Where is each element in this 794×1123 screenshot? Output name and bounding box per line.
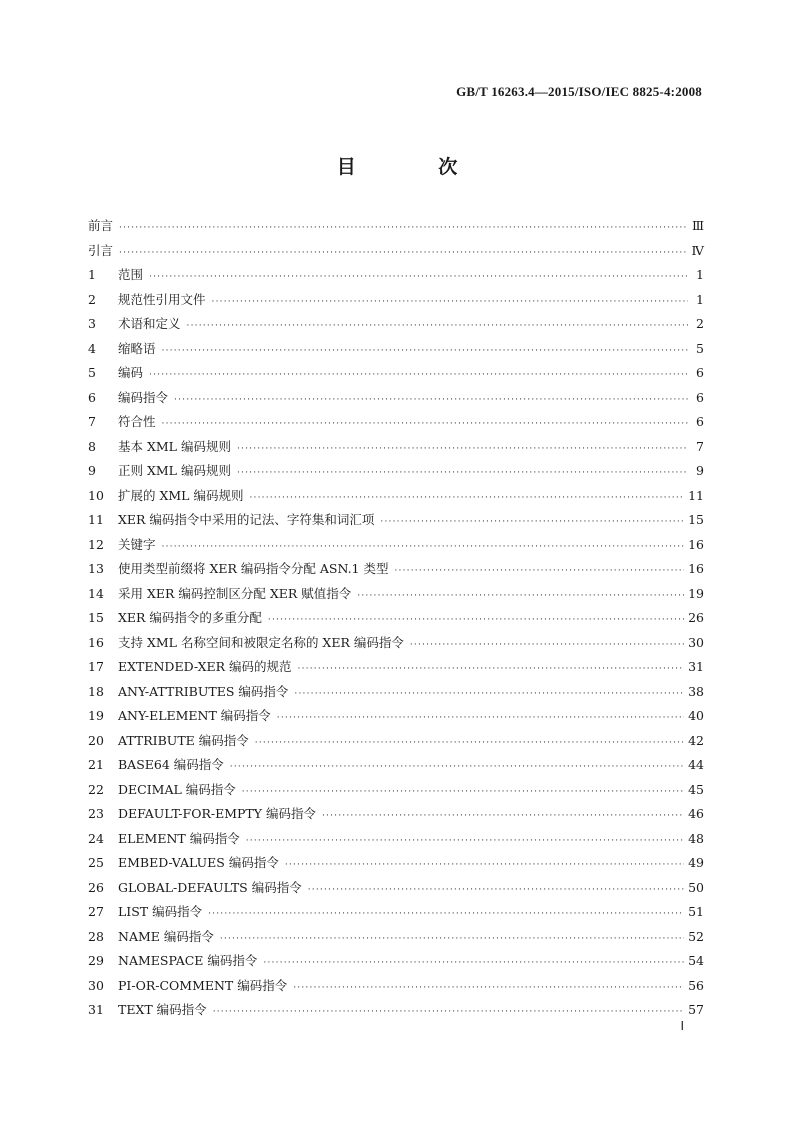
toc-entry-number: 17 (88, 659, 104, 674)
toc-entry-title: 采用 XER 编码控制区分配 XER 赋值指令 (118, 585, 352, 601)
toc-entry[interactable] (88, 634, 704, 659)
page-title: 目 次 (336, 156, 496, 178)
toc-dot-leader (162, 342, 688, 360)
toc-entry[interactable] (88, 242, 704, 267)
toc-entry[interactable] (88, 609, 704, 634)
toc-entry-page: 15 (688, 512, 704, 527)
toc-entry[interactable] (88, 928, 704, 953)
toc-entry[interactable] (88, 462, 704, 487)
toc-entry-number: 26 (88, 879, 104, 895)
toc-entry[interactable] (88, 903, 704, 928)
toc-entry-title: ATTRIBUTE 编码指令 (118, 732, 249, 748)
toc-dot-leader (119, 244, 687, 262)
toc-entry-page: Ⅲ (691, 218, 704, 233)
toc-dot-leader (268, 611, 684, 629)
toc-entry-number: 8 (88, 438, 96, 454)
toc-entry-page: 56 (688, 977, 704, 993)
toc-entry-page: 31 (688, 659, 704, 674)
page-number: Ⅰ (680, 1019, 684, 1033)
toc-entry-number: 10 (88, 487, 104, 503)
toc-entry-title: NAME 编码指令 (118, 928, 214, 944)
toc-dot-leader (213, 1003, 684, 1021)
toc-dot-leader (242, 783, 684, 801)
toc-entry-number: 1 (88, 267, 96, 282)
toc-entry-title: LIST 编码指令 (118, 904, 203, 919)
toc-entry[interactable] (88, 830, 704, 855)
toc-dot-leader (162, 415, 688, 433)
toc-dot-leader (249, 489, 684, 507)
toc-entry-page: Ⅳ (691, 242, 704, 258)
toc-entry-page: 30 (688, 634, 704, 650)
toc-entry-number: 20 (88, 732, 104, 748)
toc-entry-page: 11 (688, 487, 704, 503)
toc-entry[interactable] (88, 413, 704, 438)
toc-entry[interactable] (88, 854, 704, 879)
toc-entry-title: EXTENDED-XER 编码的规范 (118, 659, 292, 674)
toc-entry[interactable] (88, 658, 704, 683)
toc-entry-page: 54 (688, 953, 704, 968)
toc-dot-leader (187, 317, 688, 335)
toc-dot-leader (255, 734, 684, 752)
toc-entry-title: TEXT 编码指令 (118, 1002, 207, 1017)
toc-entry-number: 18 (88, 683, 104, 699)
toc-entry[interactable] (88, 315, 704, 340)
toc-entry-page: 19 (688, 585, 704, 601)
toc-entry-number: 25 (88, 855, 104, 870)
toc-dot-leader (174, 391, 688, 409)
toc-entry-title: 前言 (88, 218, 114, 233)
toc-dot-leader (410, 636, 684, 654)
toc-entry-title: 基本 XML 编码规则 (118, 438, 231, 454)
toc-entry-page: 9 (696, 463, 704, 478)
toc-entry-page: 1 (696, 291, 704, 307)
toc-entry-number: 7 (88, 414, 96, 429)
toc-dot-leader (246, 832, 684, 850)
toc-entry-number: 13 (88, 561, 104, 576)
toc-entry-number: 22 (88, 781, 104, 797)
toc-entry-number: 21 (88, 757, 104, 772)
toc-entry-title: 使用类型前缀将 XER 编码指令分配 ASN.1 类型 (118, 561, 389, 576)
toc-entry[interactable] (88, 511, 704, 536)
toc-entry-page: 49 (688, 855, 704, 870)
toc-entry[interactable] (88, 487, 704, 512)
toc-entry-number: 30 (88, 977, 104, 993)
toc-entry-title: GLOBAL-DEFAULTS 编码指令 (118, 879, 302, 895)
toc-entry-title: 编码指令 (118, 389, 169, 405)
toc-entry[interactable] (88, 952, 704, 977)
toc-entry-page: 48 (688, 830, 704, 846)
toc-entry-page: 51 (688, 904, 704, 919)
toc-dot-leader (220, 930, 684, 948)
toc-dot-leader (380, 513, 684, 531)
toc-dot-leader (294, 685, 684, 703)
toc-entry-page: 57 (688, 1002, 704, 1017)
toc-entry-number: 5 (88, 365, 96, 380)
toc-entry[interactable] (88, 977, 704, 1002)
toc-entry[interactable] (88, 707, 704, 732)
toc-entry-title: 术语和定义 (118, 316, 181, 331)
toc-entry[interactable] (88, 291, 704, 316)
toc-dot-leader (162, 538, 685, 556)
toc-dot-leader (263, 954, 684, 972)
toc-entry-number: 6 (88, 389, 96, 405)
toc-entry-title: ELEMENT 编码指令 (118, 830, 240, 846)
toc-entry-title: DECIMAL 编码指令 (118, 781, 236, 797)
toc-entry[interactable] (88, 364, 704, 389)
toc-dot-leader (237, 440, 688, 458)
toc-entry-title: ANY-ELEMENT 编码指令 (118, 708, 271, 723)
toc-entry-title: XER 编码指令中采用的记法、字符集和词汇项 (118, 512, 375, 527)
toc-entry[interactable] (88, 340, 704, 365)
toc-entry[interactable] (88, 560, 704, 585)
toc-entry-title: 编码 (118, 365, 144, 380)
toc-entry-title: 正则 XML 编码规则 (118, 463, 231, 478)
toc-entry[interactable] (88, 389, 704, 414)
toc-entry-title: 扩展的 XML 编码规则 (118, 487, 244, 503)
toc-entry-title: EMBED-VALUES 编码指令 (118, 855, 279, 870)
toc-entry-page: 40 (688, 708, 704, 723)
toc-entry-number: 23 (88, 806, 104, 821)
toc-entry-number: 14 (88, 585, 104, 601)
toc-entry-page: 2 (696, 316, 704, 331)
toc-entry-title: XER 编码指令的多重分配 (118, 610, 262, 625)
toc-entry-page: 45 (688, 781, 704, 797)
toc-entry[interactable] (88, 266, 704, 291)
toc-dot-leader (149, 366, 688, 384)
toc-entry-number: 3 (88, 316, 96, 331)
toc-entry-page: 50 (688, 879, 704, 895)
toc-entry-number: 12 (88, 536, 104, 552)
toc-entry-number: 27 (88, 904, 104, 919)
toc-entry-title: 缩略语 (118, 340, 156, 356)
toc-dot-leader (230, 758, 684, 776)
toc-dot-leader (322, 807, 684, 825)
toc-entry-number: 15 (88, 610, 104, 625)
standard-identifier: GB/T 16263.4—2015/ISO/IEC 8825-4:2008 (456, 84, 702, 99)
toc-entry[interactable] (88, 805, 704, 830)
toc-entry[interactable] (88, 438, 704, 463)
toc-entry-title: 规范性引用文件 (118, 291, 206, 307)
toc-dot-leader (293, 979, 684, 997)
toc-dot-leader (119, 219, 688, 237)
toc-entry-title: 关键字 (118, 536, 156, 552)
toc-dot-leader (212, 293, 688, 311)
toc-dot-leader (237, 464, 688, 482)
toc-entry-title: 范围 (118, 267, 144, 282)
toc-entry[interactable] (88, 781, 704, 806)
toc-entry[interactable] (88, 683, 704, 708)
toc-entry-page: 16 (688, 536, 704, 552)
toc-entry-page: 26 (688, 610, 704, 625)
toc-entry-title: PI-OR-COMMENT 编码指令 (118, 977, 288, 993)
toc-entry-title: 支持 XML 名称空间和被限定名称的 XER 编码指令 (118, 634, 404, 650)
toc-dot-leader (149, 268, 688, 286)
toc-entry-page: 16 (688, 561, 704, 576)
toc-entry-title: 符合性 (118, 414, 156, 429)
toc-entry-number: 11 (88, 512, 104, 527)
toc-entry-title: DEFAULT-FOR-EMPTY 编码指令 (118, 806, 316, 821)
toc-entry-page: 6 (696, 389, 704, 405)
toc-entry-page: 6 (696, 414, 704, 429)
toc-entry-page: 6 (696, 365, 704, 380)
toc-entry-title: 引言 (88, 242, 114, 258)
toc-entry-page: 38 (688, 683, 704, 699)
toc-entry-title: BASE64 编码指令 (118, 757, 224, 772)
toc-entry-number: 2 (88, 291, 96, 307)
toc-entry[interactable] (88, 756, 704, 781)
toc-entry-number: 9 (88, 463, 96, 478)
toc-dot-leader (394, 562, 684, 580)
toc-entry-page: 42 (688, 732, 704, 748)
toc-dot-leader (308, 881, 684, 899)
table-of-contents (88, 217, 704, 1026)
toc-entry-number: 31 (88, 1002, 104, 1017)
toc-entry-number: 28 (88, 928, 104, 944)
toc-entry-number: 4 (88, 340, 96, 356)
toc-entry-title: NAMESPACE 编码指令 (118, 953, 258, 968)
toc-entry-page: 52 (688, 928, 704, 944)
toc-entry[interactable] (88, 585, 704, 610)
toc-entry[interactable] (88, 732, 704, 757)
toc-entry[interactable] (88, 217, 704, 242)
toc-dot-leader (208, 905, 684, 923)
toc-entry-number: 24 (88, 830, 104, 846)
toc-entry-number: 19 (88, 708, 104, 723)
toc-entry-title: ANY-ATTRIBUTES 编码指令 (118, 683, 289, 699)
toc-entry[interactable] (88, 1001, 704, 1026)
toc-entry-page: 7 (696, 438, 704, 454)
toc-entry-page: 46 (688, 806, 704, 821)
toc-dot-leader (285, 856, 684, 874)
toc-entry-number: 16 (88, 634, 104, 650)
toc-entry-page: 1 (696, 267, 704, 282)
toc-dot-leader (357, 587, 684, 605)
toc-dot-leader (298, 660, 685, 678)
toc-entry-page: 44 (688, 757, 704, 772)
toc-dot-leader (277, 709, 684, 727)
toc-entry[interactable] (88, 879, 704, 904)
toc-entry-page: 5 (696, 340, 704, 356)
toc-entry-number: 29 (88, 953, 104, 968)
toc-entry[interactable] (88, 536, 704, 561)
